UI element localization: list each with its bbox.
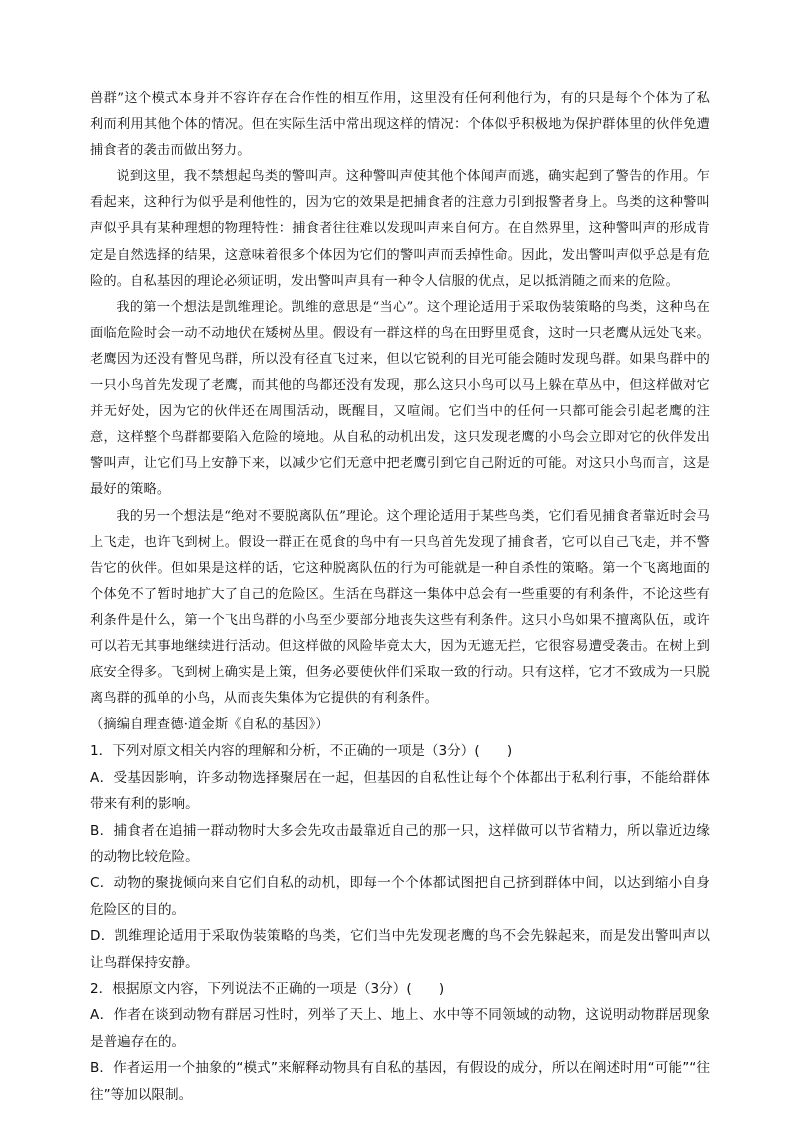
document-page [90, 86, 710, 1108]
passage-paragraph-3: 我的第一个想法是凯维理论。凯维的意思是“当心”。这个理论适用于采取伪装策略的鸟类，这种鸟在面临危险时会一动不动地伏在矮树丛里。假设有一群这样的鸟在田野里觅食，这时一只老鹰从远处飞来。老鹰因为还没有瞥见鸟群，所以没有径直飞过来，但以它锐利的目光可能会随时发现鸟群。如果鸟群中的一只小鸟首先发现了老鹰，而其他的鸟都还没有发现，那么这只小鸟可以马上躲在草丛中，但这样做对它并无好处，因为它的伙伴还在周围活动，既醒目，又喧闹。它们当中的任何一只都可能会引起老鹰的注意，这样整个鸟群都要陷入危险的境地。从自私的动机出发，这只发现老鹰的小鸟会立即对它的伙伴发出警叫声，让它们马上安静下来，以减少它们无意中把老鹰引到它自己附近的可能。对这只小鸟而言，这是最好的策略。 [90, 299, 710, 498]
question-1-option-a: A．受基因影响，许多动物选择聚居在一起，但基因的自私性让每个个体都出于私利行事，不能给群体带来有利的影响。 [90, 769, 710, 813]
passage-paragraph-1: 兽群”这个模式本身并不容许存在合作性的相互作用，这里没有任何利他行为，有的只是每个个体为了私利而利用其他个体的情况。但在实际生活中常出现这样的情况：个体似乎积极地为保护群体里的伙伴免遭捕食者的袭击而做出努力。 [90, 91, 710, 159]
question-list [90, 738, 710, 1108]
question-1-stem: 1．下列对原文相关内容的理解和分析，不正确的一项是（3分）( ) [90, 743, 513, 760]
reading-passage [90, 86, 710, 738]
question-2-stem: 2．根据原文内容，下列说法不正确的一项是（3分）( ) [90, 981, 445, 997]
passage-paragraph-4: 我的另一个想法是“绝对不要脱离队伍”理论。这个理论适用于某些鸟类，它们看见捕食者靠近时会马上飞走，也许飞到树上。假设一群正在觅食的鸟中有一只鸟首先发现了捕食者，它可以自己飞走，并不警告它的伙伴。但如果是这样的话，它这种脱离队伍的行为可能就是一种自杀性的策略。第一个飞离地面的个体免不了暂时地扩大了自己的危险区。生活在鸟群这一集体中总会有一些重要的有利条件，不论这些有利条件是什么，第一个飞出鸟群的小鸟至少要部分地丧失这些有利条件。这只小鸟如果不擅离队伍，或许可以若无其事地继续进行活动。但这样做的风险毕竟太大，因为无遮无拦，它很容易遭受袭击。在树上到底安全得多。飞到树上确实是上策，但务必要使伙伴们采取一致的行动。只有这样，它才不致成为一只脱离鸟群的孤单的小鸟，从而丧失集体为它提供的有利条件。 [90, 508, 710, 707]
question-2 [90, 976, 710, 1108]
question-2-option-a: A．作者在谈到动物有群居习性时，列举了天上、地上、水中等不同领域的动物，这说明动物群居现象是普遍存在的。 [90, 1007, 710, 1050]
question-2-option-b: B．作者运用一个抽象的“模式”来解释动物具有自私的基因，有假设的成分，所以在阐述时用“可能”“往往”等加以限制。 [90, 1060, 710, 1103]
question-1 [90, 738, 710, 976]
passage-source: （摘编自理查德·道金斯《自私的基因》） [90, 717, 329, 733]
question-1-option-d: D．凯维理论适用于采取伪装策略的鸟类，它们当中先发现老鹰的鸟不会先躲起来，而是发出警叫声以让鸟群保持安静。 [90, 928, 710, 971]
question-1-option-b: B．捕食者在追捕一群动物时大多会先攻击最靠近自己的那一只，这样做可以节省精力，所以靠近边缘的动物比较危险。 [90, 822, 710, 865]
question-1-option-c: C．动物的聚拢倾向来自它们自私的动机，即每一个个体都试图把自己挤到群体中间，以达到缩小自身危险区的目的。 [90, 875, 710, 918]
passage-paragraph-2: 说到这里，我不禁想起鸟类的警叫声。这种警叫声使其他个体闻声而逃，确实起到了警告的作用。乍看起来，这种行为似乎是利他性的，因为它的效果是把捕食者的注意力引到报警者身上。鸟类的这种警叫声似乎具有某种理想的物理特性：捕食者往往难以发现叫声来自何方。在自然界里，这种警叫声的形成肯定是自然选择的结果，这意味着很多个体因为它们的警叫声而丢掉性命。因此，发出警叫声似乎总是有危险的。自私基因的理论必须证明，发出警叫声具有一种令人信服的优点，足以抵消随之而来的危险。 [90, 169, 710, 289]
